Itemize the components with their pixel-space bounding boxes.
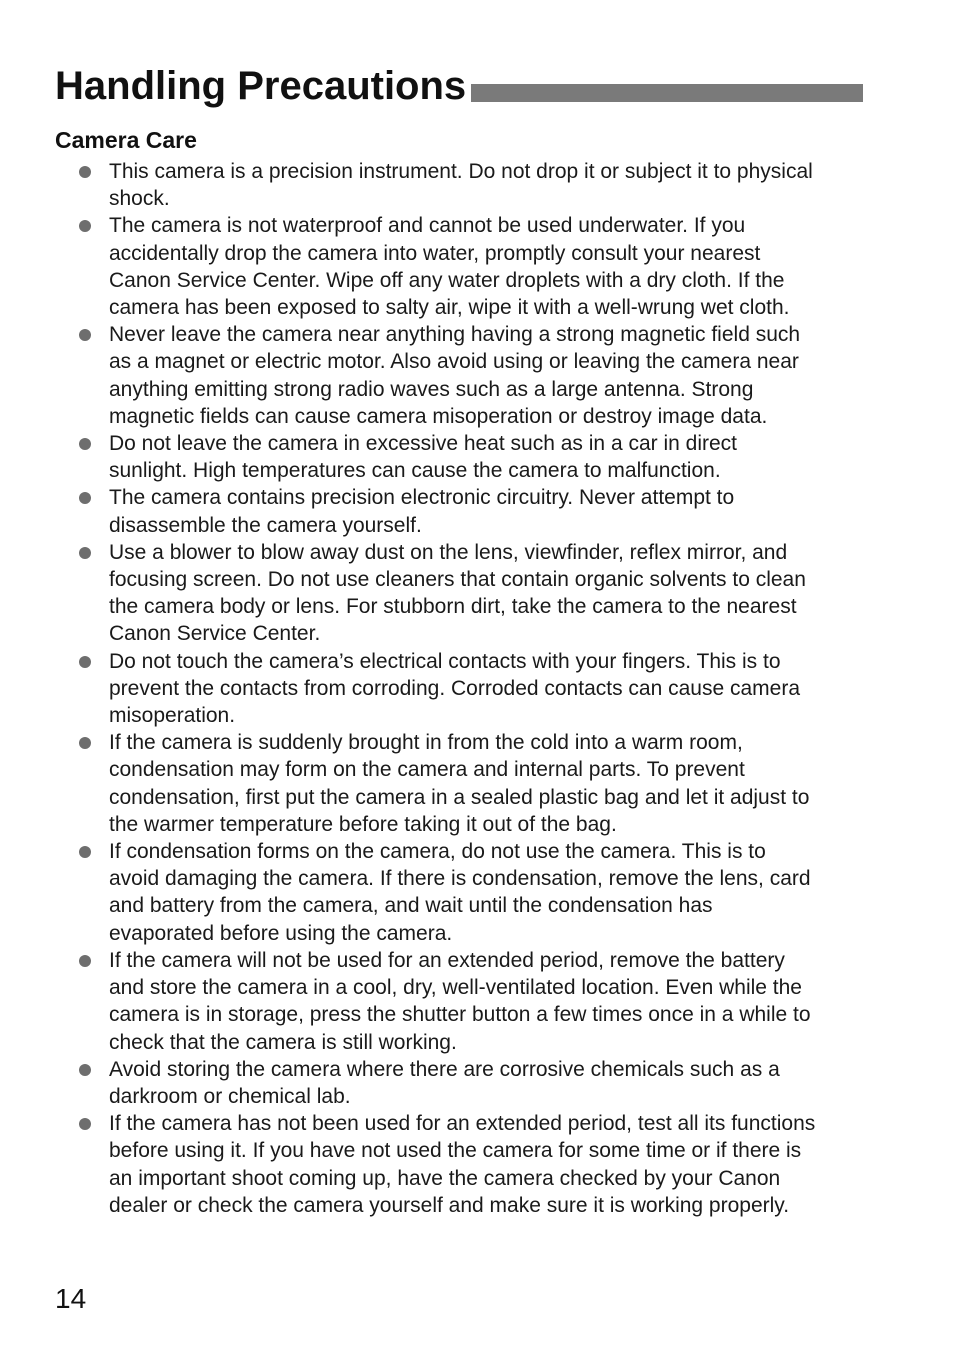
bullet-text-line: misoperation.	[109, 704, 236, 728]
bullet-text-line: accidentally drop the camera into water, promptly consult your nearest	[109, 241, 761, 265]
list-item	[0, 539, 954, 648]
bullet-text-line: check that the camera is still working.	[109, 1030, 457, 1054]
title-rule-bar	[471, 84, 863, 102]
bullet-text-line: The camera contains precision electronic circuitry. Never attempt to	[109, 486, 735, 510]
page-title: Handling Precautions	[55, 64, 467, 108]
list-item	[0, 484, 954, 538]
bullet-text-line: camera has been exposed to salty air, wipe it with a well-wrung wet cloth.	[109, 296, 790, 320]
bullet-text-line: and battery from the camera, and wait until the condensation has	[109, 894, 713, 918]
bullet-text-line: condensation may form on the camera and internal parts. To prevent	[109, 758, 745, 782]
bullet-dot-icon	[79, 166, 91, 178]
bullet-text-line: prevent the contacts from corroding. Corroded contacts can cause camera	[109, 676, 801, 700]
section-heading: Camera Care	[55, 127, 197, 153]
bullet-dot-icon	[79, 547, 91, 559]
bullet-dot-icon	[79, 438, 91, 450]
bullet-text-line: and store the camera in a cool, dry, well-ventilated location. Even while the	[109, 976, 802, 1000]
bullet-text-line: Use a blower to blow away dust on the lens, viewfinder, reflex mirror, and	[109, 540, 788, 564]
bullet-dot-icon	[79, 220, 91, 232]
bullet-dot-icon	[79, 656, 91, 668]
bullet-text-line: disassemble the camera yourself.	[109, 513, 422, 537]
bullet-text-line: before using it. If you have not used the camera for some time or if there is	[109, 1139, 802, 1163]
bullet-text-line: Never leave the camera near anything having a strong magnetic field such	[109, 323, 801, 347]
bullet-text-line: darkroom or chemical lab.	[109, 1084, 351, 1108]
bullet-text-line: If the camera will not be used for an extended period, remove the battery	[109, 948, 785, 972]
bullet-text-line: dealer or check the camera yourself and make sure it is working properly.	[109, 1193, 790, 1217]
bullet-text-line: evaporated before using the camera.	[109, 921, 453, 945]
bullet-text-line: condensation, first put the camera in a sealed plastic bag and let it adjust to	[109, 785, 810, 809]
bullet-text-line: the warmer temperature before taking it out of the bag.	[109, 812, 617, 836]
bullet-text-line: sunlight. High temperatures can cause the camera to malfunction.	[109, 459, 721, 483]
bullet-text-line: Do not touch the camera’s electrical contacts with your fingers. This is to	[109, 649, 781, 673]
bullet-dot-icon	[79, 1118, 91, 1130]
list-item	[0, 648, 954, 730]
bullet-dot-icon	[79, 492, 91, 504]
bullet-text-line: focusing screen. Do not use cleaners that contain organic solvents to clean	[109, 568, 806, 592]
bullet-text-line: avoid damaging the camera. If there is condensation, remove the lens, card	[109, 867, 811, 891]
bullet-text-line: If the camera has not been used for an extended period, test all its functions	[109, 1112, 816, 1136]
list-item	[0, 1056, 954, 1110]
bullet-text-line: Canon Service Center.	[109, 622, 321, 646]
bullet-text-line: magnetic fields can cause camera misoperation or destroy image data.	[109, 404, 768, 428]
list-item	[0, 212, 954, 321]
list-item	[0, 321, 954, 430]
bullet-dot-icon	[79, 737, 91, 749]
bullet-text-line: If condensation forms on the camera, do not use the camera. This is to	[109, 840, 766, 864]
bullet-text-line: Canon Service Center. Wipe off any water droplets with a dry cloth. If the	[109, 268, 785, 292]
bullet-dot-icon	[79, 329, 91, 341]
bullet-text-line: the camera body or lens. For stubborn dirt, take the camera to the nearest	[109, 595, 797, 619]
list-item	[0, 947, 954, 1056]
bullet-text-line: This camera is a precision instrument. Do not drop it or subject it to physical	[109, 160, 813, 183]
bullet-text-line: Do not leave the camera in excessive heat such as in a car in direct	[109, 432, 737, 456]
list-item	[0, 1110, 954, 1219]
bullet-text-line: If the camera is suddenly brought in from the cold into a warm room,	[109, 731, 743, 755]
bullet-text-line: anything emitting strong radio waves such as a large antenna. Strong	[109, 377, 754, 401]
list-item	[0, 430, 954, 484]
precautions-list	[0, 158, 954, 1219]
list-item	[0, 158, 954, 212]
bullet-text-line: camera is in storage, press the shutter button a few times once in a while to	[109, 1003, 811, 1027]
bullet-dot-icon	[79, 846, 91, 858]
bullet-text-line: shock.	[109, 187, 170, 211]
bullet-dot-icon	[79, 1064, 91, 1076]
bullet-text-line: The camera is not waterproof and cannot be used underwater. If you	[109, 214, 746, 238]
list-item	[0, 729, 954, 838]
list-item	[0, 838, 954, 947]
bullet-dot-icon	[79, 955, 91, 967]
page-number: 14	[55, 1283, 87, 1314]
bullet-text-line: Avoid storing the camera where there are corrosive chemicals such as a	[109, 1057, 780, 1081]
bullet-text-line: an important shoot coming up, have the camera checked by your Canon	[109, 1166, 781, 1190]
bullet-text-line: as a magnet or electric motor. Also avoid using or leaving the camera near	[109, 350, 799, 374]
